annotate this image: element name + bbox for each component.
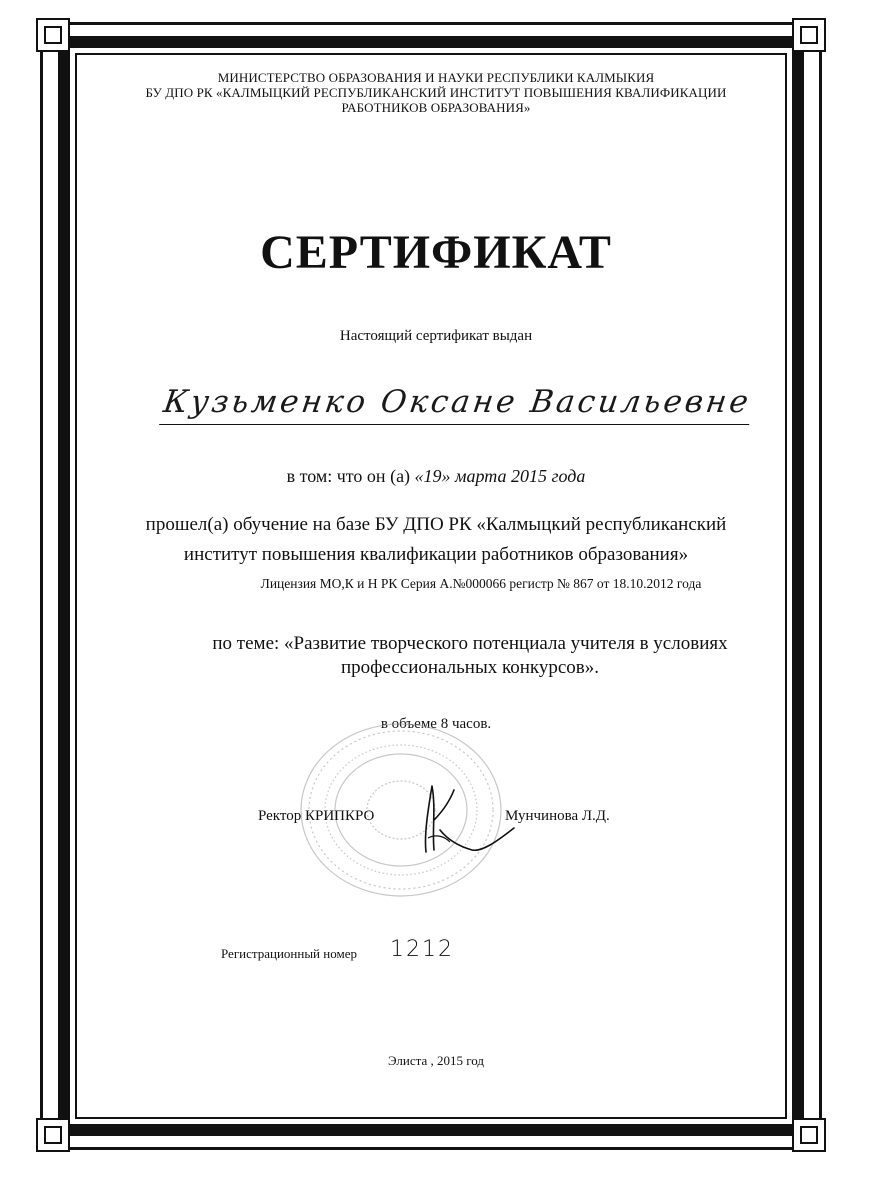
date-line <box>100 466 772 487</box>
training-line-2: институт повышения квалификации работников образования» <box>183 544 689 565</box>
rector-name: Мунчинова Л.Д. <box>505 808 610 824</box>
date-prefix: в том: что он (а) <box>286 466 411 486</box>
header-line-3: РАБОТНИКОВ ОБРАЗОВАНИЯ» <box>341 100 531 115</box>
topic-line-2: профессиональных конкурсов». <box>340 657 600 678</box>
certificate-title: СЕРТИФИКАТ <box>260 226 612 279</box>
recipient-name-handwritten: Кузьменко Оксане Васильевне <box>159 384 755 425</box>
corner-ornament-bottom-left <box>36 1118 70 1152</box>
header-line-2: БУ ДПО РК «КАЛМЫЦКИЙ РЕСПУБЛИКАНСКИЙ ИНСТИТУТ ПОВЫШЕНИЯ КВАЛИФИКАЦИИ <box>145 85 727 100</box>
license-text: Лицензия МО,К и Н РК Серия А.№000066 регистр № 867 от 18.10.2012 года <box>260 576 702 591</box>
training-statement <box>100 510 772 570</box>
topic-statement <box>120 632 820 680</box>
header-line-1: МИНИСТЕРСТВО ОБРАЗОВАНИЯ И НАУКИ РЕСПУБЛИКИ КАЛМЫКИЯ <box>217 70 655 85</box>
date-value: «19» марта 2015 года <box>414 466 586 486</box>
rector-signature <box>410 780 520 860</box>
issuer-header <box>100 70 772 115</box>
corner-ornament-top-right <box>792 18 826 52</box>
issued-text: Настоящий сертификат выдан <box>339 328 533 344</box>
place-and-year: Элиста , 2015 год <box>388 1053 484 1068</box>
registration-label: Регистрационный номер <box>221 946 357 961</box>
rector-label: Ректор КРИПКРО <box>258 808 375 824</box>
topic-line-1: по теме: «Развитие творческого потенциала учителя в условиях <box>212 633 728 654</box>
corner-ornament-top-left <box>36 18 70 52</box>
volume-hours: в объеме 8 часов. <box>380 716 492 732</box>
registration-number-handwritten: 1212 <box>390 937 454 962</box>
training-line-1: прошел(а) обучение на базе БУ ДПО РК «Калмыцкий республиканский <box>145 514 727 535</box>
corner-ornament-bottom-right <box>792 1118 826 1152</box>
